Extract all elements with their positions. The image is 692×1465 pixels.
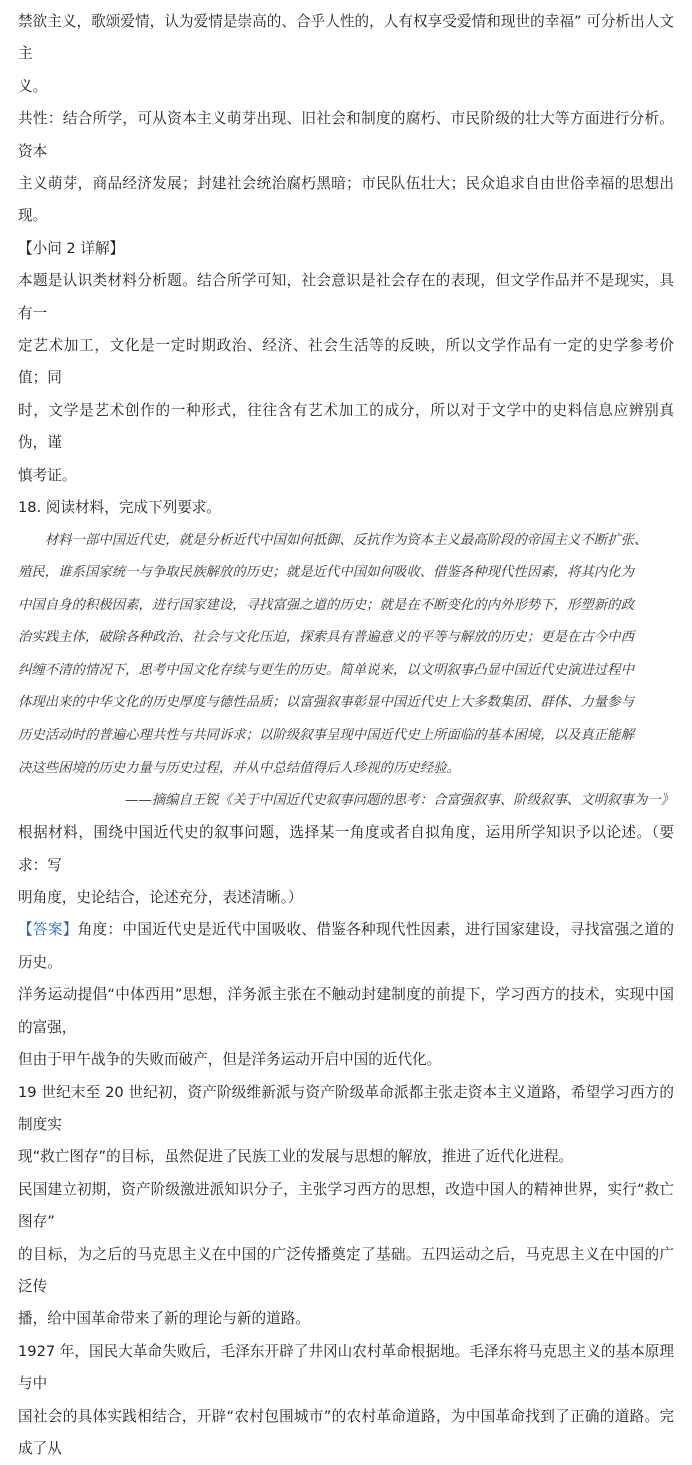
material-source: ——摘编自王锐《关于中国近代史叙事问题的思考：合富强叙事、阶级叙事、文明叙事为一》 <box>124 793 674 809</box>
material-line: 纠缠不清的情况下，思考中国文化存续与更生的历史。简单说来，以文明叙事凸显中国近代史演进过程中 <box>18 662 634 678</box>
answer-first-line <box>18 914 674 979</box>
text-line: 19 世纪末至 20 世纪初，资产阶级维新派与资产阶级革命派都主张走资本主义道路，希望学习西方的制度实 <box>18 1083 674 1133</box>
subquestion-heading: 【小问 2 详解】 <box>18 239 125 257</box>
text-line: 1927 年，国民大革命失败后，毛泽东开辟了井冈山农村革命根据地。毛泽东将马克思主义的基本原理与中 <box>18 1342 674 1393</box>
text-line: 慎考证。 <box>18 466 77 484</box>
text-line: 定艺术加工，文化是一定时期政治、经济、社会生活等的反映，所以文学作品有一定的史学参考价值；同 <box>18 337 674 387</box>
text-line: 国社会的具体实践相结合，开辟“农村包围城市”的农村革命道路，为中国革命找到了正确的道路。完成了从 <box>18 1407 674 1457</box>
analysis-block <box>18 265 674 492</box>
text-line: 共性：结合所学，可从资本主义萌芽出现、旧社会和制度的腐朽、市民阶级的壮大等方面进行分析。资本 <box>18 110 674 160</box>
text-line: 主义萌芽，商品经济发展；封建社会统治腐朽黑暗；市民队伍壮大；民众追求自由世俗幸福的思想出现。 <box>18 175 674 225</box>
material-line: 殖民，谁系国家统一与争取民族解放的历史；就是近代中国如何吸收、借鉴各种现代性因素，将其内化为 <box>18 565 634 581</box>
text-line: 民国建立初期，资产阶级激进派知识分子，主张学习西方的思想，改造中国人的精神世界，实行“救亡图存” <box>18 1180 674 1231</box>
text-line: 洋务运动提倡“中体西用”思想，洋务派主张在不触动封建制度的前提下，学习西方的技术，实现中国的富强， <box>18 986 674 1036</box>
requirement-block <box>18 817 674 914</box>
text-line: 播，给中国革命带来了新的理论与新的道路。 <box>18 1310 310 1328</box>
text-line: 禁欲主义，歌颂爱情，认为爱情是崇高的、合乎人性的，人有权享受爱情和现世的幸福” 可分析出人文主 <box>18 13 674 63</box>
answer-tag: 【答案】 <box>18 921 78 939</box>
material-line: 体现出来的中华文化的历史厚度与德性品质；以富强叙事彰显中国近代史上大多数集团、群体、力量参与 <box>18 695 634 711</box>
text-line: 的目标，为之后的马克思主义在中国的广泛传播奠定了基础。五四运动之后，马克思主义在中国的广泛传 <box>18 1245 674 1295</box>
question-title: 18. 阅读材料，完成下列要求。 <box>18 499 221 517</box>
material-line: 决这些困境的历史力量与历史过程，并从中总结值得后人珍视的历史经验。 <box>18 760 460 776</box>
material-line: 历史活动时的普遍心理共性与共同诉求；以阶级叙事呈现中国近代史上所面临的基本困境，以及真正能解 <box>18 728 634 744</box>
material-line: 材料一部中国近代史，就是分析近代中国如何抵御、反抗作为资本主义最高阶段的帝国主义不断扩张、 <box>44 532 648 548</box>
text-line: 根据材料，围绕中国近代史的叙事问题，选择某一角度或者自拟角度，运用所学知识予以论述。（要求：写 <box>18 824 674 874</box>
material-line: 治实践主体，破除各种政治、社会与文化压迫，探索具有普遍意义的平等与解放的历史；更是在古今中西 <box>18 630 634 646</box>
previous-answer-block <box>18 6 674 233</box>
text-line: 但由于甲午战争的失败而破产，但是洋务运动开启中国的近代化。 <box>18 1051 442 1069</box>
text-line: 本题是认识类材料分析题。结合所学可知，社会意识是社会存在的表现，但文学作品并不是现实，具有一 <box>18 272 674 322</box>
answer-angle: 角度：中国近代史是近代中国吸收、借鉴各种现代性因素，进行国家建设，寻找富强之道的历史。 <box>18 921 674 971</box>
text-line: 现“救亡图存”的目标，虽然促进了民族工业的发展与思想的解放，推进了近代化进程。 <box>18 1148 574 1166</box>
material-line: 中国自身的积极因素，进行国家建设，寻找富强之道的历史；就是在不断变化的内外形势下，形塑新的政 <box>18 597 634 613</box>
text-line: 明角度，史论结合，论述充分，表述清晰。） <box>18 889 303 907</box>
text-line: 时，文学是艺术创作的一种形式，往往含有艺术加工的成分，所以对于文学中的史料信息应辨别真伪，谨 <box>18 401 674 452</box>
material-block <box>18 525 674 818</box>
text-line: 义。 <box>18 77 48 95</box>
answer-block <box>18 914 674 1465</box>
